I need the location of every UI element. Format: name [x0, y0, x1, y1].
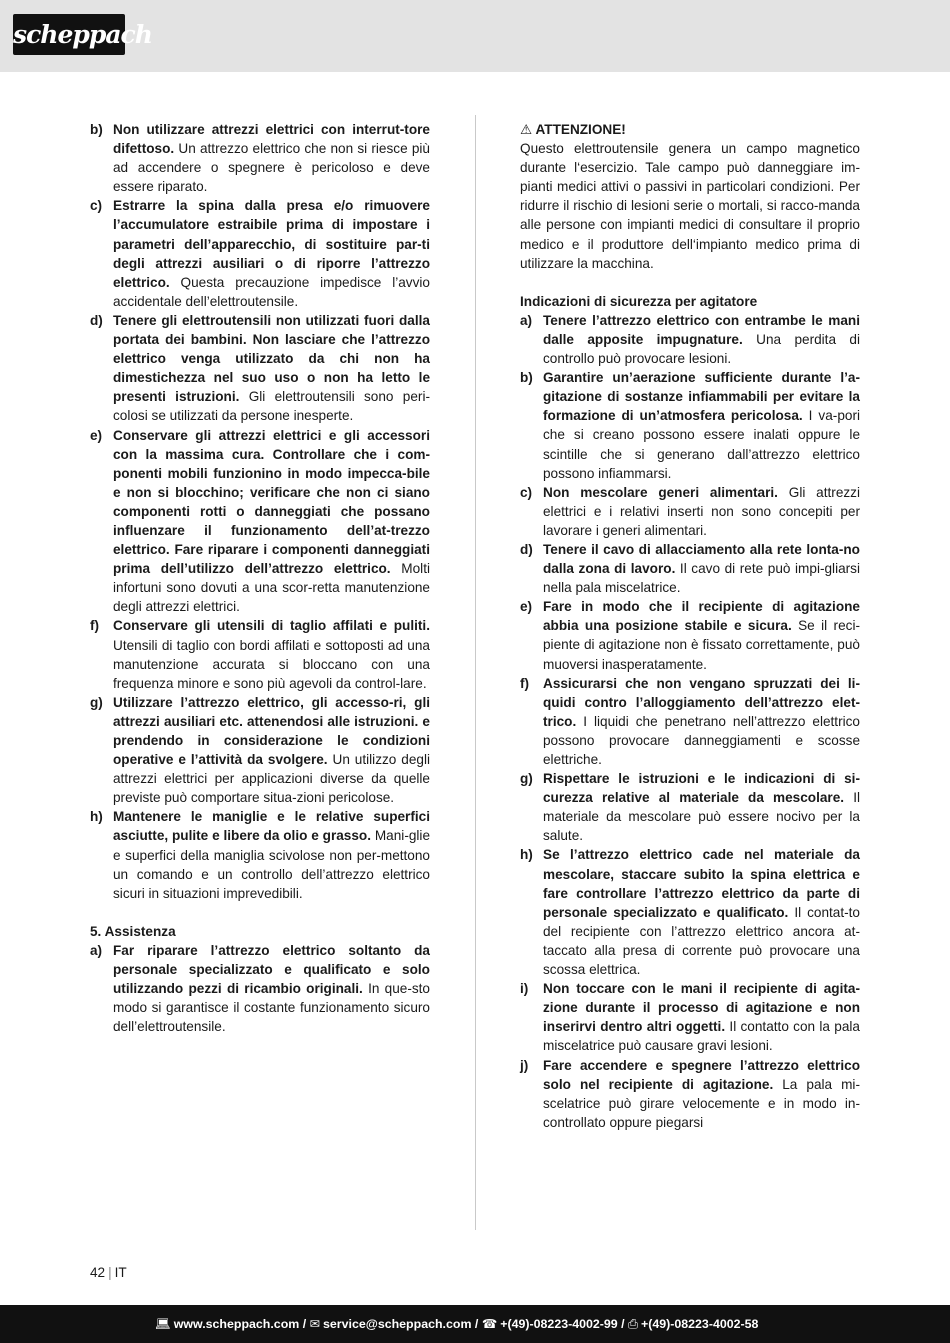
item-normal-text: Il contat-to del recipiente con l’attrezzo elettrico ancora at-taccato alla presa di corrente può provocare una scossa elettrica. [543, 904, 860, 978]
page-number-separator: | [108, 1265, 112, 1280]
item-bold-text: Fare accendere e spegnere l’attrezzo elettrico solo nel recipiente di agitazione. [543, 1057, 860, 1092]
agitatore-item-d [520, 540, 860, 597]
agitatore-item-i [520, 979, 860, 1055]
item-normal-text: Se il reci-piente di agitazione non è fissato correttamente, può muoversi inasperatamente. [543, 618, 860, 672]
item-normal-text: Una perdita di controllo può provocare lesioni. [543, 331, 860, 367]
item-normal-text: I liquidi che penetrano nell’attrezzo elettrico possono provocare danneggiamenti e scosse elettriche. [543, 713, 860, 767]
item-letter: d) [90, 312, 103, 328]
item-bold-text: Rispettare le istruzioni e le indicazioni di si-curezza relative al materiale da mescolare. [543, 771, 860, 806]
warning-title: ⚠ ATTENZIONE! [520, 122, 626, 137]
agitatore-item-b [520, 368, 860, 483]
phone-icon: ☎︎ [481, 1317, 498, 1331]
item-normal-text: In que-sto modo si garantisce il costante funzionamento sicuro dell’elettroutensile. [113, 981, 430, 1035]
item-letter: f) [520, 675, 530, 691]
item-letter: e) [90, 427, 103, 443]
item-letter: a) [90, 942, 103, 958]
item-bold-text: Tenere il cavo di allacciamento alla rete lonta-no dalla zona di lavoro. [543, 541, 860, 577]
item-normal-text: Questa precauzione impedisce l’avvio accidentale dell’elettroutensile. [113, 274, 430, 309]
agitatore-item-j [520, 1056, 860, 1132]
section-heading-assistenza: 5. Assistenza [90, 923, 176, 939]
item-letter: h) [520, 847, 533, 863]
item-letter: e) [520, 599, 533, 615]
item-normal-text: Il contatto con la pala miscelatrice può causare gravi lesioni. [543, 1019, 860, 1054]
agitatore-item-g [520, 769, 860, 845]
item-letter: b) [90, 122, 103, 137]
agitatore-item-f [520, 674, 860, 769]
agitatore-item-e [520, 597, 860, 673]
header-band [0, 0, 950, 72]
item-letter: b) [520, 370, 533, 386]
left-item-g [90, 693, 430, 808]
left-item-b [90, 120, 430, 196]
item-letter: f) [90, 618, 100, 634]
page-number [90, 1265, 127, 1280]
agitatore-item-c [520, 483, 860, 540]
item-normal-text: Utensili di taglio con bordi affilati e sottoposti ad una manutenzione accurata si bloccano con una frequenza minore e sono più agevoli da control-lare. [113, 637, 430, 691]
scheppach-logo: scheppach [13, 14, 125, 55]
item-bold-text: Conservare gli utensili di taglio affilati e puliti. [113, 618, 430, 634]
language-code: IT [114, 1265, 127, 1280]
item-bold-text: Fare in modo che il recipiente di agitazione abbia una posizione stabile e sicura. [543, 599, 860, 634]
left-item-d [90, 311, 430, 426]
website-link[interactable]: www.scheppach.com / [173, 1317, 307, 1331]
assistenza-item-a [90, 941, 430, 1036]
item-bold-text: Non toccare con le mani il recipiente di agita-zione durante il processo di agitazione e non inserirvi dentro altri oggetti. [543, 981, 860, 1035]
section-heading-agitatore: Indicazioni di sicurezza per agitatore [520, 293, 758, 309]
email-icon: ✉︎ [309, 1317, 321, 1331]
contact-bar [0, 1305, 950, 1343]
item-letter: g) [520, 771, 533, 787]
fax-icon: ⎙ [628, 1317, 638, 1331]
left-item-c [90, 196, 430, 311]
item-normal-text: Gli elettroutensili sono peri-colosi se utilizzati da persone inesperte. [113, 389, 430, 424]
item-normal-text: Il materiale da mescolare può essere nocivo per la salute. [543, 790, 860, 844]
item-normal-text: Un utilizzo degli attrezzi elettrici per applicazioni diverse da quelle previste può comportare situa-zioni pericolose. [113, 752, 430, 806]
left-item-e [90, 426, 430, 617]
item-bold-text: Estrarre la spina dalla presa e/o rimuovere l’accumulatore estraibile prima di impostare i parametri dell’apparecchio, di sostituire par-ti degli attrezzi ausiliari o di riporre l’attrezzo elettrico. [113, 198, 430, 290]
item-bold-text: Mantenere le maniglie e le relative superfici asciutte, pulite e libere da olio e grasso. [113, 809, 430, 844]
item-letter: d) [520, 541, 533, 557]
item-bold-text: Assicurarsi che non vengano spruzzati dei li-quidi contro l’alloggiamento dell’attrezzo elet-trico. [543, 675, 860, 729]
item-normal-text: Un attrezzo elettrico che non si riesce più ad accendere o spegnere è pericoloso e deve essere riparato. [113, 141, 430, 195]
right-column [520, 120, 860, 1132]
item-normal-text: Gli attrezzi elettrici e i relativi inserti non sono concepiti per lavorare i generi alimentari. [543, 484, 861, 538]
item-bold-text: Non utilizzare attrezzi elettrici con interrut-tore difettoso. [113, 122, 430, 157]
phone-number: +(49)-08223-4002-99 / [500, 1317, 625, 1331]
email-link[interactable]: service@scheppach.com / [323, 1317, 479, 1331]
item-normal-text: I va-pori che si creano possono essere inalati oppure le scintille che si generano dall’attrezzo elettrico possono infiammarsi. [543, 408, 860, 481]
item-bold-text: Tenere l’attrezzo elettrico con entrambe le mani dalle apposite impugnature. [543, 312, 860, 347]
item-normal-text: La pala mi-scelatrice può girare velocemente e in modo in-controllato oppure piegarsi [543, 1076, 860, 1130]
column-divider [475, 115, 476, 1230]
item-letter: c) [90, 198, 103, 214]
item-letter: a) [520, 312, 533, 328]
left-item-f [90, 616, 430, 692]
item-normal-text: Il cavo di rete può impi-gliarsi nella pala miscelatrice. [543, 561, 860, 596]
item-bold-text: Conservare gli attrezzi elettrici e gli accessori con la massima cura. Controllare che i com-ponenti mobili funzionino in modo impecca-bile e non si blocchino; verificare che non ci siano componenti rotti o danneggiati che possano influenzare il funzionamento dell’at-trezzo elettrico. Fare riparare i componenti danneggiati prima dell’utilizzo dell’attrezzo elettrico. [113, 427, 430, 577]
item-letter: j) [520, 1057, 529, 1073]
item-bold-text: Tenere gli elettroutensili non utilizzati fuori dalla portata dei bambini. Non lasciare che l’attrezzo elettrico venga utilizzato da chi non ha dimestichezza nel suo uso o non ha letto le presenti istruzioni. [113, 312, 430, 405]
item-letter: g) [90, 694, 103, 710]
item-bold-text: Garantire un’aerazione sufficiente durante l’a-gitazione di sostanze infiammabili per evitare la formazione di un’atmosfera pericolosa. [543, 370, 860, 424]
warning-text: Questo elettroutensile genera un campo magnetico durante l‘esercizio. Tale campo può danneggiare im-pianti medici attivi o passivi in particolari condizioni. Per ridurre il rischio di lesioni serie o mortali, si racco-manda alle persone con impianti medici di consultare il proprio medico e il produttore dell‘impianto medico prima di utilizzare la macchina. [520, 141, 860, 271]
item-normal-text: Molti infortuni sono dovuti a una scor-retta manutenzione degli attrezzi elettrici. [113, 561, 430, 615]
item-letter: i) [520, 981, 529, 997]
left-item-h [90, 807, 430, 902]
item-letter: c) [520, 484, 533, 500]
item-letter: h) [90, 809, 103, 825]
item-bold-text: Se l’attrezzo elettrico cade nel materiale da mescolare, staccare subito la spina elettrica e fare controllare l’attrezzo elettrico da parte di personale specializzato e qualificato. [543, 847, 860, 920]
agitatore-item-a [520, 311, 860, 368]
left-column [90, 120, 430, 1036]
item-bold-text: Utilizzare l’attrezzo elettrico, gli accesso-ri, gli attrezzi ausiliari etc. attenendosi alle istruzioni. e prendendo in considerazione le condizioni operative e l’attività da svolgere. [113, 694, 430, 768]
agitatore-item-h [520, 845, 860, 979]
item-normal-text: Mani-glie e superfici della maniglia scivolose non per-mettono un comando e un controllo dell’attrezzo elettrico sicuri in situazioni imprevedibili. [113, 828, 431, 901]
page-number-value: 42 [90, 1265, 106, 1280]
item-bold-text: Far riparare l’attrezzo elettrico soltanto da personale specializzato e qualificato e solo utilizzando pezzi di ricambio originali. [113, 942, 430, 997]
computer-icon: 💻︎ [155, 1317, 171, 1331]
fax-number: +(49)-08223-4002-58 [640, 1317, 759, 1331]
item-bold-text: Non mescolare generi alimentari. [543, 484, 778, 500]
